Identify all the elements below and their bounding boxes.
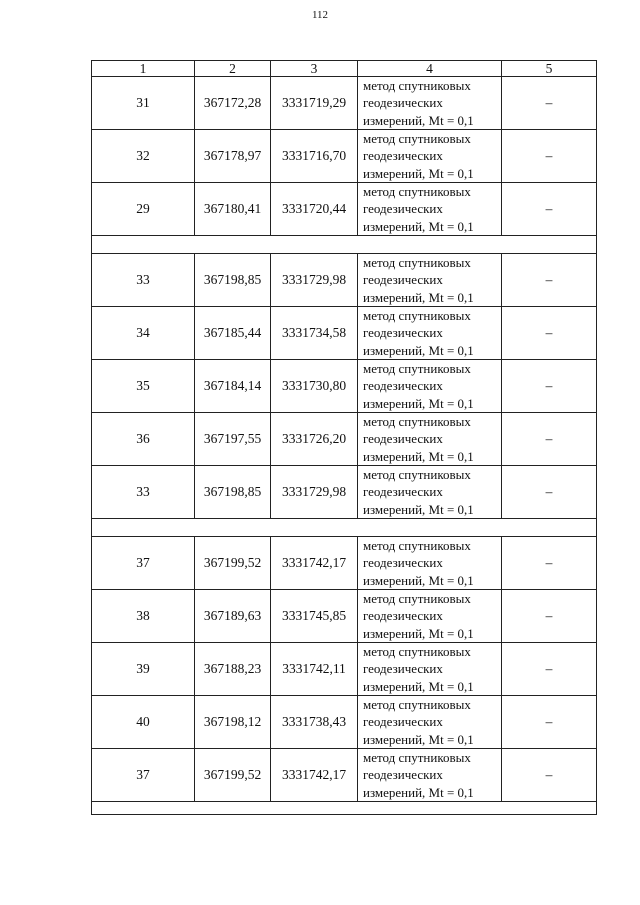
- method-line: измерений, Mt = 0,1: [363, 342, 474, 358]
- note-cell: –: [502, 307, 597, 360]
- method-cell: [358, 130, 502, 183]
- y-coordinate-cell: 3331745,85: [271, 590, 358, 643]
- table-row: [92, 749, 597, 802]
- method-line: метод спутниковых: [363, 644, 471, 660]
- method-line: измерений, Mt = 0,1: [363, 731, 474, 747]
- x-coordinate-cell: 367185,44: [195, 307, 271, 360]
- y-coordinate-cell: 3331720,44: [271, 183, 358, 236]
- method-line: метод спутниковых: [363, 184, 471, 200]
- method-line: геодезических: [363, 608, 443, 624]
- note-cell: –: [502, 590, 597, 643]
- x-coordinate-cell: 367184,14: [195, 360, 271, 413]
- note-cell: –: [502, 130, 597, 183]
- y-coordinate-cell: 3331719,29: [271, 77, 358, 130]
- table-row: [92, 643, 597, 696]
- table-row: [92, 360, 597, 413]
- y-coordinate-cell: 3331716,70: [271, 130, 358, 183]
- method-line: измерений, Mt = 0,1: [363, 448, 474, 464]
- group-separator-row: [92, 519, 597, 537]
- point-number-cell: 34: [92, 307, 195, 360]
- header-row: [92, 61, 597, 77]
- method-cell: [358, 466, 502, 519]
- closing-row: [92, 802, 597, 815]
- method-line: метод спутниковых: [363, 750, 471, 766]
- table-row: [92, 183, 597, 236]
- method-line: метод спутниковых: [363, 414, 471, 430]
- note-cell: –: [502, 749, 597, 802]
- method-line: метод спутниковых: [363, 697, 471, 713]
- method-cell: [358, 537, 502, 590]
- note-cell: –: [502, 183, 597, 236]
- table-row: [92, 466, 597, 519]
- method-line: измерений, Mt = 0,1: [363, 395, 474, 411]
- coordinates-table: [91, 60, 597, 815]
- method-line: геодезических: [363, 484, 443, 500]
- y-coordinate-cell: 3331742,17: [271, 537, 358, 590]
- method-line: метод спутниковых: [363, 131, 471, 147]
- y-coordinate-cell: 3331742,11: [271, 643, 358, 696]
- header-cell-4: 4: [358, 61, 502, 77]
- table-row: [92, 696, 597, 749]
- method-cell: [358, 183, 502, 236]
- method-line: измерений, Mt = 0,1: [363, 625, 474, 641]
- method-line: метод спутниковых: [363, 78, 471, 94]
- y-coordinate-cell: 3331734,58: [271, 307, 358, 360]
- method-line: геодезических: [363, 272, 443, 288]
- note-cell: –: [502, 466, 597, 519]
- y-coordinate-cell: 3331729,98: [271, 466, 358, 519]
- table-row: [92, 254, 597, 307]
- method-line: метод спутниковых: [363, 467, 471, 483]
- x-coordinate-cell: 367197,55: [195, 413, 271, 466]
- x-coordinate-cell: 367198,12: [195, 696, 271, 749]
- point-number-cell: 33: [92, 466, 195, 519]
- table-row: [92, 77, 597, 130]
- page-number: 112: [311, 9, 329, 21]
- method-cell: [358, 749, 502, 802]
- note-cell: –: [502, 77, 597, 130]
- separator-cell: [92, 519, 597, 537]
- point-number-cell: 29: [92, 183, 195, 236]
- method-cell: [358, 413, 502, 466]
- note-cell: –: [502, 413, 597, 466]
- method-line: геодезических: [363, 431, 443, 447]
- method-cell: [358, 360, 502, 413]
- x-coordinate-cell: 367178,97: [195, 130, 271, 183]
- x-coordinate-cell: 367189,63: [195, 590, 271, 643]
- y-coordinate-cell: 3331729,98: [271, 254, 358, 307]
- point-number-cell: 37: [92, 537, 195, 590]
- note-cell: –: [502, 254, 597, 307]
- note-cell: –: [502, 696, 597, 749]
- method-cell: [358, 77, 502, 130]
- point-number-cell: 32: [92, 130, 195, 183]
- method-line: измерений, Mt = 0,1: [363, 501, 474, 517]
- point-number-cell: 39: [92, 643, 195, 696]
- method-line: метод спутниковых: [363, 538, 471, 554]
- point-number-cell: 38: [92, 590, 195, 643]
- note-cell: –: [502, 360, 597, 413]
- group-separator-row: [92, 236, 597, 254]
- method-line: метод спутниковых: [363, 361, 471, 377]
- method-line: геодезических: [363, 767, 443, 783]
- method-line: геодезических: [363, 201, 443, 217]
- method-line: измерений, Mt = 0,1: [363, 218, 474, 234]
- header-cell-5: 5: [502, 61, 597, 77]
- method-cell: [358, 696, 502, 749]
- closing-cell: [92, 802, 597, 815]
- table-row: [92, 307, 597, 360]
- method-cell: [358, 254, 502, 307]
- point-number-cell: 35: [92, 360, 195, 413]
- method-line: измерений, Mt = 0,1: [363, 165, 474, 181]
- method-cell: [358, 307, 502, 360]
- point-number-cell: 36: [92, 413, 195, 466]
- method-line: измерений, Mt = 0,1: [363, 784, 474, 800]
- method-line: геодезических: [363, 325, 443, 341]
- x-coordinate-cell: 367180,41: [195, 183, 271, 236]
- point-number-cell: 31: [92, 77, 195, 130]
- header-cell-1: 1: [92, 61, 195, 77]
- point-number-cell: 37: [92, 749, 195, 802]
- method-line: геодезических: [363, 714, 443, 730]
- method-line: геодезических: [363, 661, 443, 677]
- x-coordinate-cell: 367198,85: [195, 466, 271, 519]
- header-cell-3: 3: [271, 61, 358, 77]
- method-line: метод спутниковых: [363, 255, 471, 271]
- method-line: геодезических: [363, 95, 443, 111]
- note-cell: –: [502, 537, 597, 590]
- table-row: [92, 590, 597, 643]
- separator-cell: [92, 236, 597, 254]
- method-line: метод спутниковых: [363, 591, 471, 607]
- method-line: геодезических: [363, 378, 443, 394]
- x-coordinate-cell: 367198,85: [195, 254, 271, 307]
- table-row: [92, 130, 597, 183]
- method-line: измерений, Mt = 0,1: [363, 572, 474, 588]
- y-coordinate-cell: 3331726,20: [271, 413, 358, 466]
- method-line: геодезических: [363, 555, 443, 571]
- y-coordinate-cell: 3331738,43: [271, 696, 358, 749]
- point-number-cell: 33: [92, 254, 195, 307]
- method-line: измерений, Mt = 0,1: [363, 289, 474, 305]
- x-coordinate-cell: 367199,52: [195, 537, 271, 590]
- y-coordinate-cell: 3331742,17: [271, 749, 358, 802]
- coordinates-table-body: [92, 61, 597, 815]
- method-cell: [358, 643, 502, 696]
- method-line: измерений, Mt = 0,1: [363, 678, 474, 694]
- table-row: [92, 413, 597, 466]
- note-cell: –: [502, 643, 597, 696]
- table-row: [92, 537, 597, 590]
- method-cell: [358, 590, 502, 643]
- method-line: геодезических: [363, 148, 443, 164]
- point-number-cell: 40: [92, 696, 195, 749]
- header-cell-2: 2: [195, 61, 271, 77]
- x-coordinate-cell: 367172,28: [195, 77, 271, 130]
- y-coordinate-cell: 3331730,80: [271, 360, 358, 413]
- x-coordinate-cell: 367199,52: [195, 749, 271, 802]
- x-coordinate-cell: 367188,23: [195, 643, 271, 696]
- method-line: измерений, Mt = 0,1: [363, 112, 474, 128]
- method-line: метод спутниковых: [363, 308, 471, 324]
